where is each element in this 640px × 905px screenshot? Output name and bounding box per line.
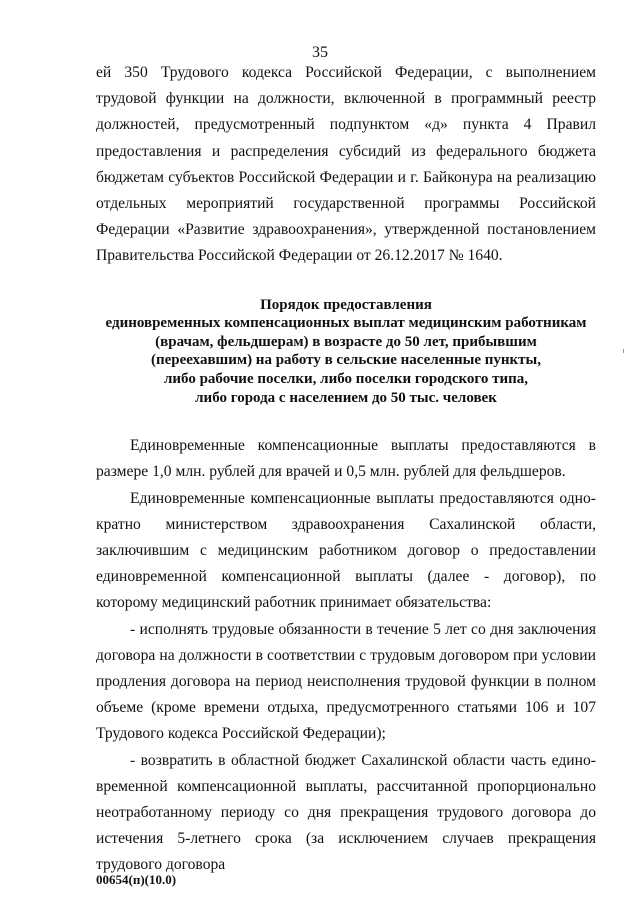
- heading-line-4: (переехавшим) на работу в сельские населенные пункты,: [150, 352, 541, 369]
- paragraph-payment-amount: Единовременные компенсационные выплаты предоставляются в размере 1,0 млн. рублей для врачей и 0,5 млн. рублей для фельдшеров.: [96, 437, 596, 481]
- heading-line-1: Порядок предоставления: [260, 296, 432, 313]
- heading-line-2: единовременных компенсационных выплат медицинским работникам: [105, 315, 587, 332]
- section-heading: [96, 296, 596, 408]
- heading-line-5: либо рабочие поселки, либо поселки городского типа,: [163, 371, 529, 387]
- document-code: 00654(п)(10.0): [96, 872, 177, 887]
- document-body: [96, 60, 596, 879]
- margin-mark: [623, 349, 624, 353]
- heading-line-6: либо города с населением до 50 тыс. человек: [195, 389, 497, 406]
- intro-paragraph: ей 350 Трудового кодекса Российской Федерации, с выполнением трудовой функции на должности, включенной в программный реестр должностей, предусмотренный подпунктом «д» пункта 4 Правил предоставления и распределения субсидий из федерального бюджета бюджетам субъектов Российской Федерации и г. Байконура на реализацию отдельных мероприятий государственной программы Российской Федерации «Развитие здравоохранения», утвержденной постановлением Правительства Российской Федерации от 26.12.2017 № 1640.: [96, 64, 596, 265]
- paragraph-payment-agreement: Единовременные компенсационные выплаты предоставляются однократно министерством здравоохранения Сахалинской области, заключившим с медицинским работником договор о предоставлении единовременной компенсационной выплаты (далее - договор), по которому медицинский работник принимает обязательства:: [96, 489, 596, 612]
- paragraph-obligation-work: - исполнять трудовые обязанности в течение 5 лет со дня заключения договора на должности в соответствии с трудовым договором при условии продления договора на период неисполнения трудовой функции в полном объеме (кроме времени отдыха, предусмотренного статьями 106 и 107 Трудового кодекса Российской Федерации);: [96, 620, 596, 743]
- page-number: 35: [312, 44, 328, 61]
- paragraph-obligation-refund: - возвратить в областной бюджет Сахалинской области часть единовременной компенсационной выплаты, рассчитанной пропорционально неотработанному периоду со дня прекращения трудового договора до истечения 5-летнего срока (за исключением случаев прекращения трудового договора: [96, 751, 596, 874]
- heading-line-3: (врачам, фельдшерам) в возрасте до 50 лет, прибывшим: [155, 333, 537, 350]
